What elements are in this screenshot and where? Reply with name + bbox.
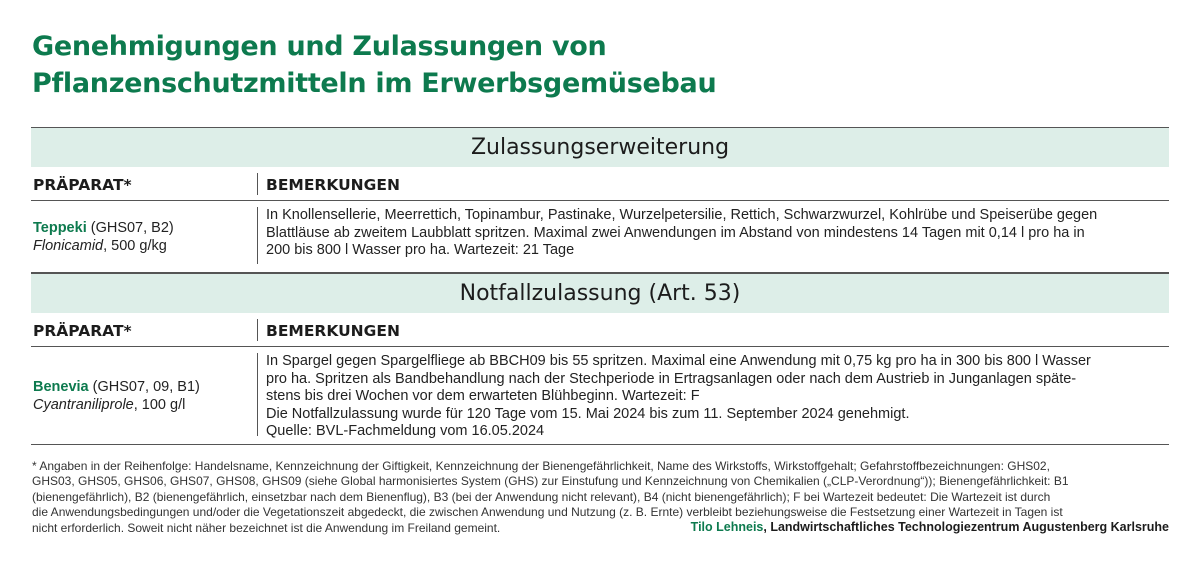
page-title: [32, 28, 1162, 102]
author-credit: [691, 520, 1169, 534]
active-ingredient: Flonicamid: [33, 237, 104, 254]
author-institution: , Landwirtschaftliches Technologiezentrum Augustenberg Karlsruhe: [763, 520, 1169, 534]
section-heading-zulassungserweiterung: Zulassungserweiterung: [31, 127, 1169, 167]
remarks-line: 200 bis 800 l Wasser pro ha. Wartezeit: 21 Tage: [266, 242, 575, 258]
title-line-1: Genehmigungen und Zulassungen von: [32, 31, 607, 62]
table-row: [31, 201, 1169, 273]
author-name: Tilo Lehneis: [690, 520, 764, 534]
ingredient-content: , 100 g/l: [133, 396, 186, 413]
column-header-row: [31, 313, 1169, 347]
title-line-2: Pflanzenschutzmitteln im Erwerbsgemüsebau: [32, 68, 717, 99]
remarks-line: In Spargel gegen Spargelfliege ab BBCH09 bis 55 spritzen. Maximal eine Anwendung mit 0,75 kg pro ha in 300 bis 800 l Wasser: [266, 353, 1091, 369]
ingredient-content: , 500 g/kg: [103, 237, 167, 254]
column-header-bemerkungen: BEMERKUNGEN: [257, 319, 1169, 341]
remarks-line: Quelle: BVL-Fachmeldung vom 16.05.2024: [266, 423, 545, 439]
product-classification: (GHS07, B2): [86, 219, 174, 236]
column-header-praeparat: PRÄPARAT*: [33, 175, 132, 194]
footnote-line: GHS03, GHS05, GHS06, GHS07, GHS08, GHS09 (siehe Global harmonisiertes System (GHS) zur Einstufung und Kennzeichnung von Chemikalien („CLP-Verordnung“)); Bienengefährlichkeit: B1: [32, 474, 1069, 489]
product-brand: Teppeki: [33, 219, 87, 236]
footnote-line: * Angaben in der Reihenfolge: Handelsname, Kennzeichnung der Giftigkeit, Kennzeichnung der Bienengefährlichkeit, Name des Wirkstoffs, Wirkstoffgehalt; Gefahrstoffbezeichnungen: GHS02,: [32, 459, 1050, 473]
column-header-praeparat: PRÄPARAT*: [33, 321, 132, 340]
remarks-cell: [257, 207, 1169, 264]
remarks-line: stens bis drei Wochen vor dem erwarteten Blühbeginn. Wartezeit: F: [266, 388, 700, 404]
product-ingredient-line: [33, 237, 257, 255]
approvals-table: [31, 127, 1169, 445]
remarks-line: In Knollensellerie, Meerrettich, Topinambur, Pastinake, Wurzelpetersilie, Rettich, Schwarzwurzel, Kohlrübe und Speiserübe gegen: [266, 207, 1098, 223]
column-header-row: [31, 167, 1169, 201]
section-heading-notfallzulassung: Notfallzulassung (Art. 53): [31, 273, 1169, 313]
product-classification: (GHS07, 09, B1): [88, 378, 200, 395]
product-ingredient-line: [33, 396, 257, 414]
remarks-line: Die Notfallzulassung wurde für 120 Tage vom 15. Mai 2024 bis zum 11. September 2024 genehmigt.: [266, 405, 910, 422]
active-ingredient: Cyantraniliprole: [33, 396, 134, 413]
remarks-cell: [257, 353, 1169, 439]
product-cell: [31, 201, 257, 272]
product-cell: [31, 347, 257, 444]
footnote-line: nicht erforderlich. Soweit nicht näher bezeichnet ist die Anwendung im Freiland gemeint.: [32, 520, 501, 535]
table-row: [31, 347, 1169, 445]
remarks-line: Blattläuse ab zweitem Laubblatt spritzen. Maximal zwei Anwendungen im Abstand von mindestens 14 Tagen mit 0,14 l pro ha in: [266, 224, 1085, 241]
product-name-line: [33, 378, 257, 396]
product-name-line: [33, 219, 257, 237]
column-header-bemerkungen: BEMERKUNGEN: [257, 173, 1169, 195]
remarks-line: pro ha. Spritzen als Bandbehandlung nach der Stechperiode in Ertragsanlagen oder nach dem Austrieb in Junganlagen späte-: [266, 370, 1077, 387]
product-brand: Benevia: [33, 378, 89, 395]
footnote-line: (bienengefährlich), B2 (bienengefährlich, einsetzbar nach dem Bienenflug), B3 (bei der Anwendung nicht relevant), B4 (nicht bienengefährlich); F bei Wartezeit bedeutet: Die Wartezeit ist durch: [32, 489, 1051, 504]
footnote-line: die Anwendungsbedingungen und/oder die Vegetationszeit abgedeckt, die zwischen Anwendung und Nutzung (z. B. Ernte) verbleibt beziehungsweise die Festsetzung einer Wartezeit in Tagen ist: [32, 505, 1063, 520]
